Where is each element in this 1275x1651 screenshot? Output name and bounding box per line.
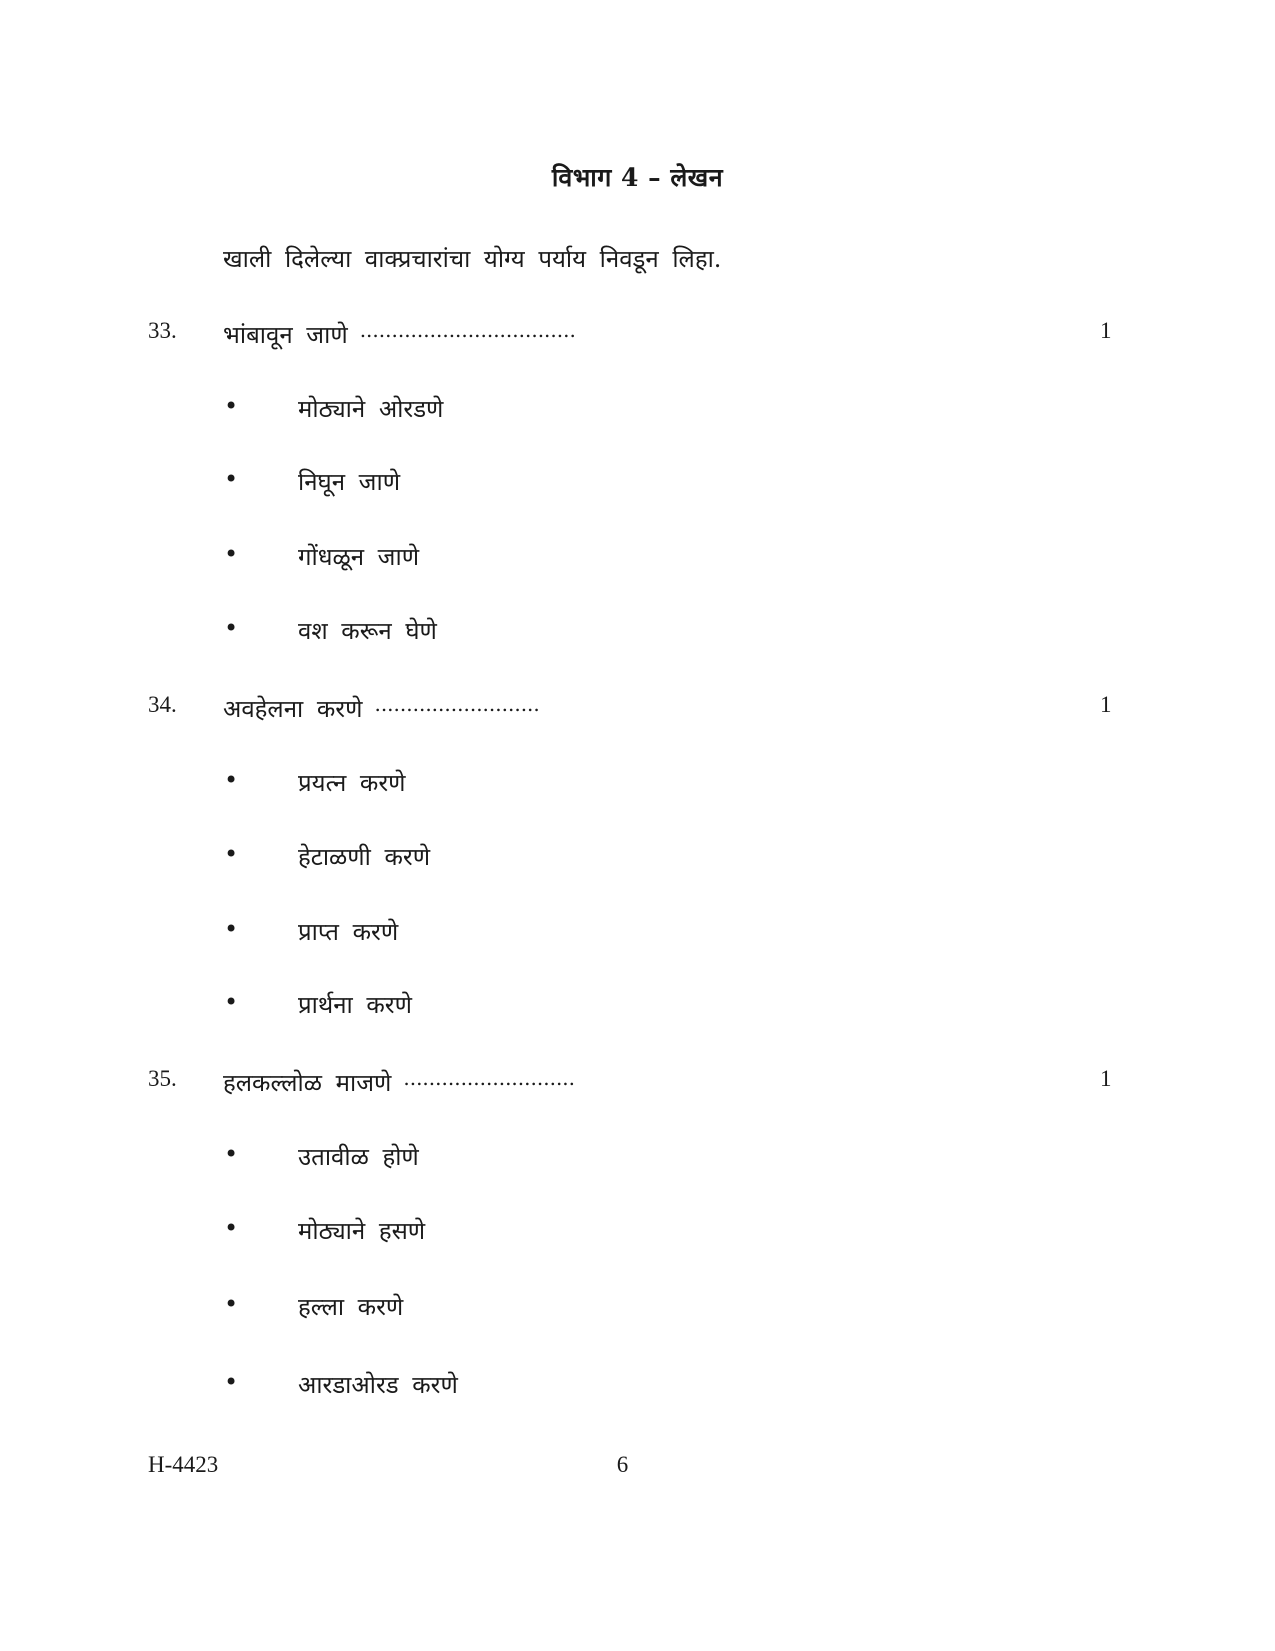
option-text: हेटाळणी करणे <box>298 843 431 871</box>
question-marks: 1 <box>1100 1066 1112 1091</box>
question-text <box>223 318 576 351</box>
question-number: 33. <box>148 318 177 343</box>
bullet-icon: • <box>224 915 239 943</box>
question-number: 34. <box>148 692 177 717</box>
option-text: गोंधळून जाणे <box>298 543 420 571</box>
option-text: आरडाओरड करणे <box>298 1371 458 1399</box>
bullet-icon: • <box>224 1140 239 1168</box>
option-item <box>0 465 1275 505</box>
page-number: 6 <box>616 1452 629 1477</box>
bullet-icon: • <box>224 1214 239 1242</box>
bullet-icon: • <box>224 840 239 868</box>
bullet-icon: • <box>224 988 239 1016</box>
option-text: वश करून घेणे <box>298 617 437 645</box>
option-item <box>0 840 1275 880</box>
option-text: मोठ्याने हसणे <box>298 1217 426 1245</box>
bullet-icon: • <box>224 1368 239 1396</box>
question-33 <box>0 318 1275 358</box>
option-item <box>0 540 1275 580</box>
option-text: निघून जाणे <box>298 468 401 496</box>
option-text: उतावीळ होणे <box>298 1143 419 1171</box>
option-item <box>0 766 1275 806</box>
question-34 <box>0 692 1275 732</box>
question-35 <box>0 1066 1275 1106</box>
question-phrase: हलकल्लोळ माजणे <box>223 1069 392 1097</box>
question-text <box>223 692 540 725</box>
option-item <box>0 614 1275 654</box>
question-number: 35. <box>148 1066 177 1091</box>
bullet-icon: • <box>224 766 239 794</box>
option-item <box>0 1214 1275 1254</box>
bullet-icon: • <box>224 392 239 420</box>
option-item <box>0 988 1275 1028</box>
section-title: विभाग 4 – लेखन <box>551 163 724 192</box>
option-text: प्राप्त करणे <box>298 918 399 946</box>
bullet-icon: • <box>224 614 239 642</box>
question-marks: 1 <box>1100 692 1112 717</box>
bullet-icon: • <box>224 465 239 493</box>
paper-code: H-4423 <box>148 1452 219 1477</box>
question-marks: 1 <box>1100 318 1112 343</box>
bullet-icon: • <box>224 540 239 568</box>
option-text: प्रयत्न करणे <box>298 769 406 797</box>
answer-blank: .......................... <box>374 692 540 716</box>
option-item <box>0 1140 1275 1180</box>
question-text <box>223 1066 575 1099</box>
instruction-text: खाली दिलेल्या वाक्प्रचारांचा योग्य पर्याय निवडून लिहा. <box>223 245 722 273</box>
answer-blank: ........................... <box>403 1066 576 1090</box>
option-item <box>0 1290 1275 1330</box>
question-phrase: अवहेलना करणे <box>223 695 363 723</box>
question-phrase: भांबावून जाणे <box>223 321 348 349</box>
option-text: प्रार्थना करणे <box>298 991 412 1019</box>
bullet-icon: • <box>224 1290 239 1318</box>
option-item <box>0 915 1275 955</box>
option-text: हल्ला करणे <box>298 1293 404 1321</box>
option-text: मोठ्याने ओरडणे <box>298 395 444 423</box>
answer-blank: .................................. <box>359 318 576 342</box>
option-item <box>0 1368 1275 1408</box>
option-item <box>0 392 1275 432</box>
